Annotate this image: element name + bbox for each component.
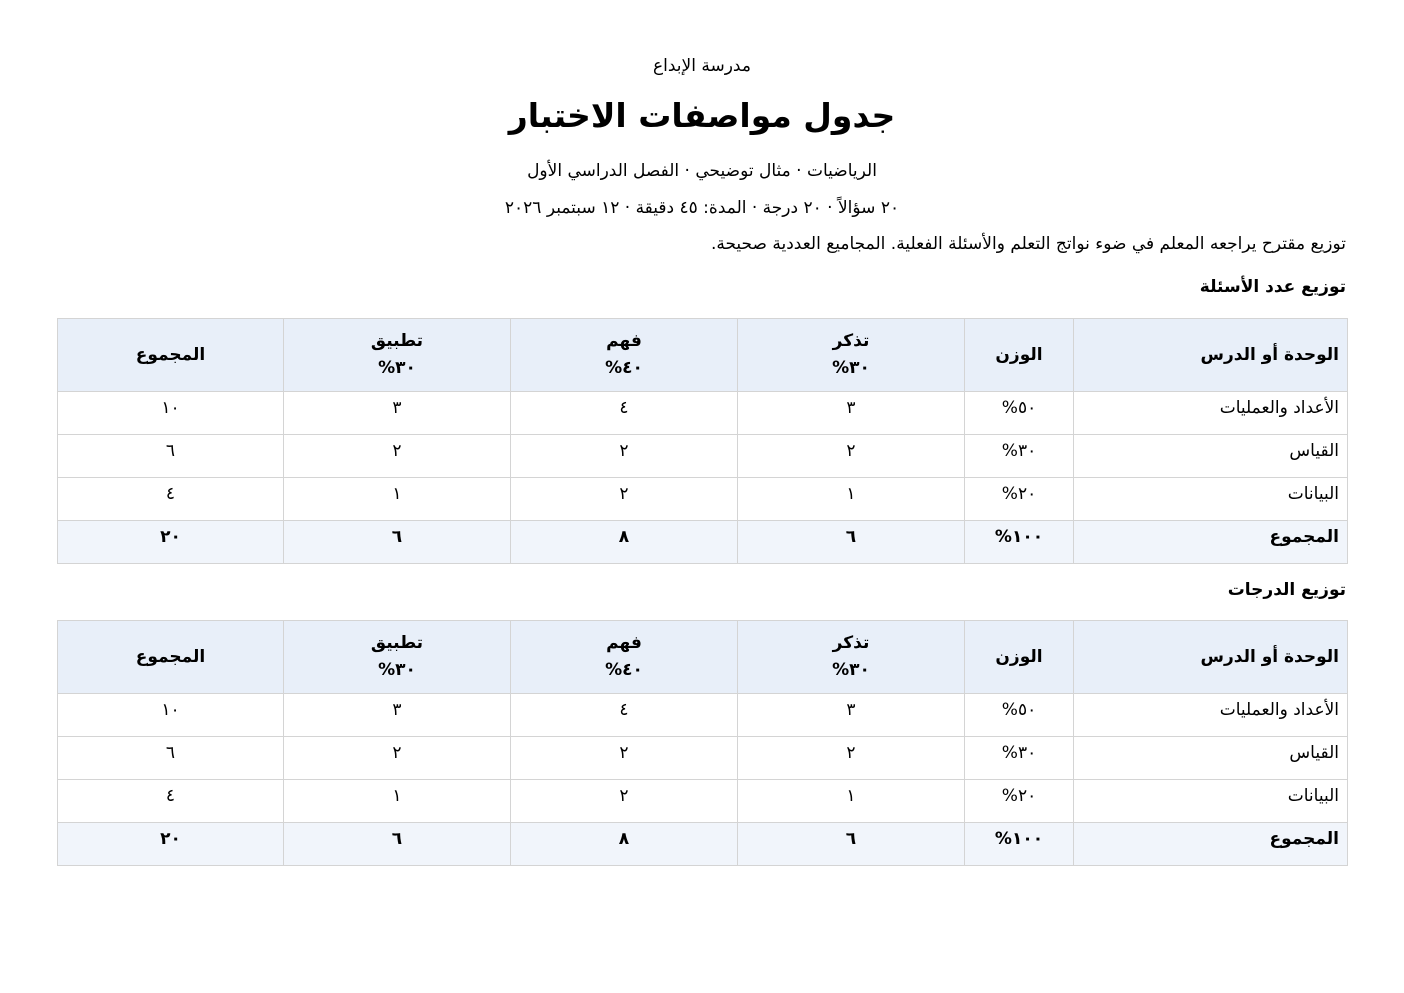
table-row bbox=[58, 780, 1348, 823]
col-header-remember bbox=[738, 621, 965, 694]
col-header-apply-label: تطبيق bbox=[370, 331, 424, 351]
col-header-unit: الوحدة أو الدرس bbox=[1074, 319, 1348, 392]
note: توزيع مقترح يراجعه المعلم في ضوء نواتج التعلم والأسئلة الفعلية. المجاميع العددية صحيحة. bbox=[710, 234, 1346, 254]
cell-total: ٦ bbox=[58, 737, 284, 780]
table-row bbox=[58, 694, 1348, 737]
col-header-remember-label: تذكر bbox=[832, 633, 870, 653]
cell-apply: ١ bbox=[284, 780, 511, 823]
cell-weight: ٥٠% bbox=[965, 392, 1074, 435]
page-title: جدول مواصفات الاختبار bbox=[508, 96, 896, 135]
table-row bbox=[58, 435, 1348, 478]
cell-remember: ٦ bbox=[738, 823, 965, 866]
cell-total: ٢٠ bbox=[58, 823, 284, 866]
cell-remember: ٢ bbox=[738, 737, 965, 780]
cell-apply: ٣ bbox=[284, 392, 511, 435]
cell-understand: ٢ bbox=[511, 478, 738, 521]
col-header-understand-pct: ٤٠% bbox=[605, 660, 643, 680]
cell-total: ٦ bbox=[58, 435, 284, 478]
exam-meta: ٢٠ سؤالاً · ٢٠ درجة · المدة: ٤٥ دقيقة · ١٢ سبتمبر ٢٠٢٦ bbox=[504, 198, 900, 218]
cell-understand: ٨ bbox=[511, 521, 738, 564]
cell-remember: ٣ bbox=[738, 392, 965, 435]
col-header-apply bbox=[284, 621, 511, 694]
cell-unit: الأعداد والعمليات bbox=[1074, 392, 1348, 435]
table-header-row bbox=[58, 621, 1348, 694]
cell-unit: المجموع bbox=[1074, 823, 1348, 866]
table-row bbox=[58, 478, 1348, 521]
cell-unit: الأعداد والعمليات bbox=[1074, 694, 1348, 737]
cell-apply: ٢ bbox=[284, 435, 511, 478]
cell-unit: البيانات bbox=[1074, 780, 1348, 823]
table-total-row bbox=[58, 521, 1348, 564]
col-header-apply bbox=[284, 319, 511, 392]
cell-understand: ٨ bbox=[511, 823, 738, 866]
cell-remember: ٣ bbox=[738, 694, 965, 737]
col-header-understand-label: فهم bbox=[606, 633, 642, 653]
questions-table bbox=[57, 318, 1348, 564]
col-header-unit: الوحدة أو الدرس bbox=[1074, 621, 1348, 694]
cell-unit: القياس bbox=[1074, 737, 1348, 780]
cell-remember: ٦ bbox=[738, 521, 965, 564]
table-total-row bbox=[58, 823, 1348, 866]
cell-weight: ٣٠% bbox=[965, 737, 1074, 780]
cell-remember: ١ bbox=[738, 478, 965, 521]
col-header-weight: الوزن bbox=[965, 319, 1074, 392]
cell-total: ١٠ bbox=[58, 392, 284, 435]
cell-understand: ٤ bbox=[511, 392, 738, 435]
col-header-apply-label: تطبيق bbox=[370, 633, 424, 653]
cell-total: ٤ bbox=[58, 478, 284, 521]
section-heading-grades: توزيع الدرجات bbox=[1227, 580, 1346, 600]
cell-understand: ٢ bbox=[511, 435, 738, 478]
col-header-remember-label: تذكر bbox=[832, 331, 870, 351]
cell-total: ٤ bbox=[58, 780, 284, 823]
col-header-apply-pct: ٣٠% bbox=[378, 358, 416, 378]
cell-weight: ٥٠% bbox=[965, 694, 1074, 737]
col-header-understand bbox=[511, 621, 738, 694]
col-header-understand bbox=[511, 319, 738, 392]
cell-unit: المجموع bbox=[1074, 521, 1348, 564]
school-name: مدرسة الإبداع bbox=[653, 56, 751, 76]
cell-understand: ٢ bbox=[511, 780, 738, 823]
cell-apply: ١ bbox=[284, 478, 511, 521]
cell-apply: ٢ bbox=[284, 737, 511, 780]
col-header-understand-pct: ٤٠% bbox=[605, 358, 643, 378]
cell-total: ١٠ bbox=[58, 694, 284, 737]
cell-weight: ٢٠% bbox=[965, 780, 1074, 823]
col-header-weight: الوزن bbox=[965, 621, 1074, 694]
cell-weight: ١٠٠% bbox=[965, 521, 1074, 564]
cell-understand: ٢ bbox=[511, 737, 738, 780]
cell-weight: ٣٠% bbox=[965, 435, 1074, 478]
cell-unit: البيانات bbox=[1074, 478, 1348, 521]
col-header-remember-pct: ٣٠% bbox=[832, 660, 870, 680]
col-header-remember-pct: ٣٠% bbox=[832, 358, 870, 378]
cell-apply: ٦ bbox=[284, 823, 511, 866]
table-row bbox=[58, 737, 1348, 780]
cell-understand: ٤ bbox=[511, 694, 738, 737]
section-heading-questions: توزيع عدد الأسئلة bbox=[1199, 277, 1346, 297]
cell-unit: القياس bbox=[1074, 435, 1348, 478]
cell-apply: ٦ bbox=[284, 521, 511, 564]
cell-weight: ٢٠% bbox=[965, 478, 1074, 521]
cell-apply: ٣ bbox=[284, 694, 511, 737]
col-header-total: المجموع bbox=[58, 319, 284, 392]
cell-remember: ٢ bbox=[738, 435, 965, 478]
cell-remember: ١ bbox=[738, 780, 965, 823]
grades-table bbox=[57, 620, 1348, 866]
col-header-apply-pct: ٣٠% bbox=[378, 660, 416, 680]
cell-weight: ١٠٠% bbox=[965, 823, 1074, 866]
col-header-understand-label: فهم bbox=[606, 331, 642, 351]
table-row bbox=[58, 392, 1348, 435]
col-header-total: المجموع bbox=[58, 621, 284, 694]
col-header-remember bbox=[738, 319, 965, 392]
subtitle: الرياضيات · مثال توضيحي · الفصل الدراسي الأول bbox=[527, 161, 877, 181]
cell-total: ٢٠ bbox=[58, 521, 284, 564]
table-header-row bbox=[58, 319, 1348, 392]
